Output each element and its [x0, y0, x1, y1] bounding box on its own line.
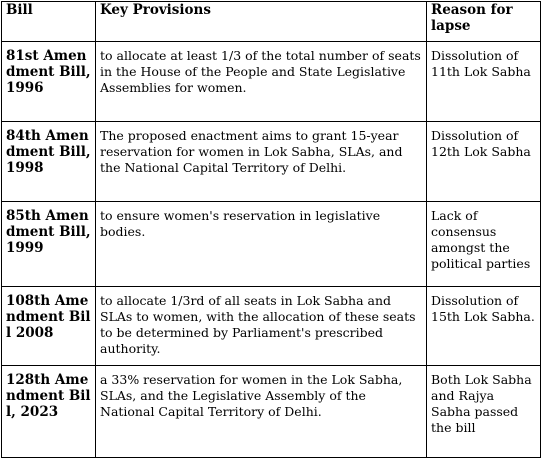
bill-name: 84th Amendment Bill, 1998	[6, 128, 91, 176]
provisions-text: The proposed enactment aims to grant 15-year reservation for women in Lok Sabha, SLAs, and the National Capital Territory of Delhi.	[100, 128, 403, 175]
provisions-cell	[96, 366, 427, 458]
provisions-cell	[96, 122, 427, 202]
provisions-text: to allocate 1/3rd of all seats in Lok Sabha and SLAs to women, with the allocation of these seats to be determined by Parliament's prescribed authority.	[100, 293, 416, 356]
bill-cell	[2, 366, 96, 458]
table-row	[2, 202, 541, 287]
table-row	[2, 122, 541, 202]
provisions-text: a 33% reservation for women in the Lok Sabha, SLAs, and the Legislative Assembly of the National Capital Territory of Delhi.	[100, 372, 403, 419]
bill-name: 81st Amendment Bill, 1996	[6, 48, 91, 96]
reason-text: Dissolution of 12th Lok Sabha	[431, 128, 531, 159]
header-reason-label: Reason for lapse	[431, 2, 513, 34]
table-row	[2, 366, 541, 458]
reason-cell	[427, 287, 541, 366]
reason-cell	[427, 122, 541, 202]
reason-text: Dissolution of 15th Lok Sabha.	[431, 293, 535, 324]
provisions-cell	[96, 287, 427, 366]
bill-cell	[2, 42, 96, 122]
reason-cell	[427, 202, 541, 287]
provisions-cell	[96, 42, 427, 122]
reason-text: Both Lok Sabha and Rajya Sabha passed the bill	[431, 372, 532, 435]
header-bill-label: Bill	[6, 2, 33, 18]
header-provisions-label: Key Provisions	[100, 2, 211, 18]
provisions-text: to ensure women's reservation in legislative bodies.	[100, 208, 381, 239]
bill-cell	[2, 122, 96, 202]
provisions-cell	[96, 202, 427, 287]
header-reason	[427, 2, 541, 42]
table-row	[2, 287, 541, 366]
bill-name: 85th Amendment Bill, 1999	[6, 208, 91, 256]
bill-name: 108th Amendment Bill 2008	[6, 293, 91, 341]
table-row	[2, 42, 541, 122]
reason-text: Dissolution of 11th Lok Sabha	[431, 48, 531, 79]
header-bill	[2, 2, 96, 42]
header-provisions	[96, 2, 427, 42]
reason-cell	[427, 42, 541, 122]
bill-cell	[2, 287, 96, 366]
bill-cell	[2, 202, 96, 287]
provisions-text: to allocate at least 1/3 of the total number of seats in the House of the People and State Legislative Assemblies for women.	[100, 48, 421, 95]
reason-text: Lack of consensus amongst the political parties	[431, 208, 531, 271]
amendment-bills-table	[1, 1, 541, 458]
reason-cell	[427, 366, 541, 458]
bill-name: 128th Amendment Bill, 2023	[6, 372, 91, 420]
table-header-row	[2, 2, 541, 42]
